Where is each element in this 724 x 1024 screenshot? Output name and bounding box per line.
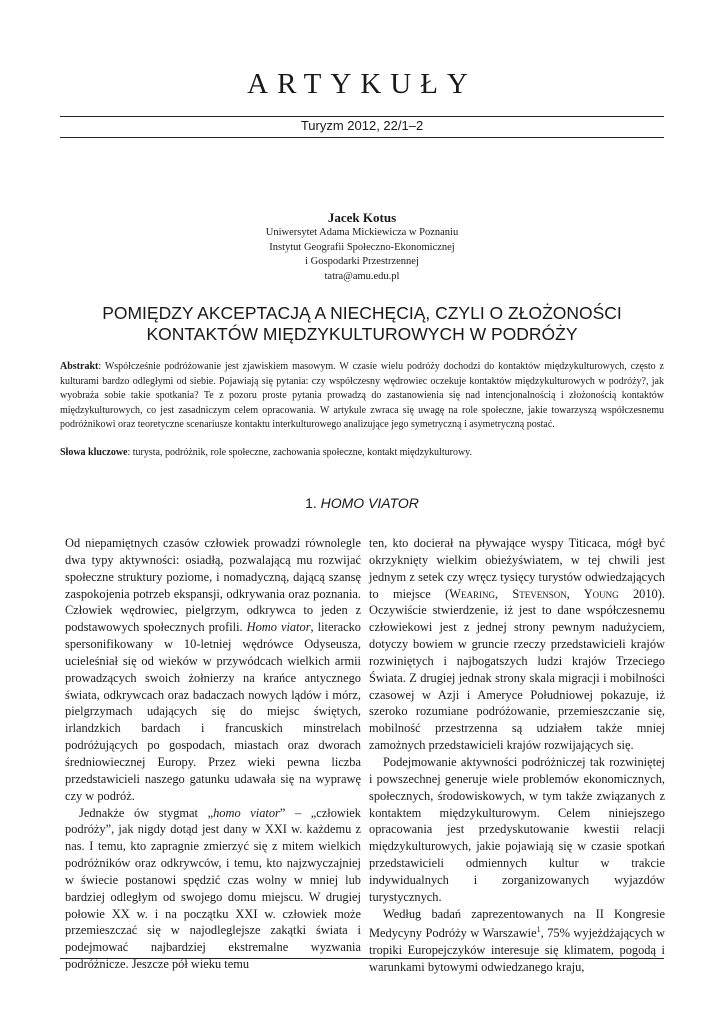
paragraph: [65, 535, 361, 805]
text-run: , 75% wyjeżdżających w tropiki Europejczyków interesuje się klimatem, pogodą i warunkami bytowymi odwiedzanego kraju,: [369, 926, 665, 975]
footer-rule: [60, 958, 664, 959]
text-run: 2010). Oczywiście stwierdzenie, iż jest to dane współczesnemu człowiekowi jest z jednej strony pewnym nadużyciem, dotyczy bowiem w gruncie rzeczy przedstawicieli krajów rozwiniętych i najbogatszych ludzi krajów Trzeciego Świata. Z drugiej jednak strony skala migracji i mobilności czasowej w Azji i Ameryce Południowej pokazuje, iż szeroko rozumiane podróżowanie, przemieszczanie się, mobilność przestrzenna są udziałem także mniej zamożnych przedstawicieli krajów rozwijających się.: [369, 586, 665, 753]
body-column-right: [369, 535, 665, 976]
header-bottom-rule: [60, 137, 664, 138]
affiliation-line: Uniwersytet Adama Mickiewicza w Poznaniu: [265, 227, 459, 238]
paragraph: Podejmowanie aktywności podróżniczej tak rozwiniętej i powszechnej generuje wiele problemów ekonomicznych, społecznych, środowiskowych, w tym także związanych z kontaktem międzykulturowym. Celem niniejszego opracowania jest przedyskutowanie kwestii relacji międzykulturowych, jakie pojawiają się w czasie spotkań przedstawicieli odmiennych kultur w trakcie indywidualnych i zorganizowanych wyjazdów turystycznych.: [369, 754, 665, 904]
section-heading: ARTYKUŁY: [247, 68, 477, 100]
term-italic: homo viator: [213, 805, 280, 820]
section-1-heading: [60, 495, 664, 511]
section-title: HOMO VIATOR: [320, 495, 419, 511]
text-run: Jednakże ów stygmat „: [79, 805, 214, 820]
citation: Wearing, Stevenson, Young: [449, 586, 619, 601]
article-title: [60, 303, 664, 345]
text-run: , literacko spersonifikowany w 10-letniej wędrówce Odyseusza, ucieleśniał się od wieków w przywódcach wielkich armii prowadzących swoich żołnierzy na krańce antycznego świata, odkrywcach oraz badaczach nowych lądów i mórz, pielgrzymach udających się do miejsc świętych, irlandzkich bardach i francuskich minstrelach podróżujących po gospodach, miastach oraz dworach średniowiecznej Europy. Przez wieki pewna liczba przedstawicieli naszego gatunku udawała się na wyprawę czy w podróż.: [65, 620, 361, 803]
paragraph: [369, 535, 665, 754]
abstract-label: Abstrakt: [60, 361, 99, 372]
paragraph: [369, 906, 665, 977]
affiliation-line: i Gospodarki Przestrzennej: [305, 256, 419, 267]
text-run: Od niepamiętnych czasów człowiek prowadzi równolegle dwa typy aktywności: osiadłą, pozwalającą mu rozwijać społeczne struktury poziome, i nomadyczną, dającą szansę zaspokojenia potrzeb ekspansji, odkrywania oraz poznania. Człowiek wędrowiec, pielgrzym, odkrywca to jeden z podstawowych społecznych profili.: [65, 536, 361, 635]
affiliation-line: Instytut Geografii Społeczno-Ekonomicznej: [269, 241, 455, 253]
author-name: Jacek Kotus: [327, 210, 397, 225]
journal-citation: Turyzm 2012, 22/1–2: [300, 118, 424, 133]
text-run: Według badań zaprezentowanych na II Kongresie Medycyny Podróży w Warszawie: [369, 906, 665, 941]
title-line: KONTAKTÓW MIĘDZYKULTUROWYCH W PODRÓŻY: [146, 324, 578, 344]
body-column-left: [65, 535, 361, 973]
footnote-marker[interactable]: 1: [536, 925, 541, 935]
term-italic: Homo viator: [246, 620, 311, 635]
title-line: POMIĘDZY AKCEPTACJĄ A NIECHĘCIĄ, CZYLI O ZŁOŻONOŚCI: [102, 303, 622, 323]
keywords-text: : turysta, podróżnik, role społeczne, zachowania społeczne, kontakt międzykulturowy.: [127, 447, 473, 458]
author-email: tatra@amu.edu.pl: [324, 270, 400, 282]
header-top-rule: [60, 116, 664, 117]
keywords: [60, 446, 664, 460]
section-number: 1.: [305, 495, 317, 511]
text-run: ten, kto docierał na pływające wyspy Titicaca, mógł być okrzyknięty wielkim obieżyświatem, w tej chwili jest jednym z setek czy wręcz tysięcy turystów odwiedzających to miejsce (: [369, 536, 665, 601]
author-block: [60, 210, 664, 284]
abstract-text: : Współcześnie podróżowanie jest zjawiskiem masowym. W czasie wielu podróży dochodzi do kontaktów międzykulturowych, często z kulturami bardzo odległymi od siebie. Pojawiają się pytania: czy współczesny wędrowiec oczekuje kontaktów międzykulturowych w podróży?, jak wyobraża sobie takie spotkania? Te z pozoru proste pytania prowadzą do zastanowienia się nad intencjonalnością i złożonością kontaktów międzykulturowych, co jest zasadniczym celem opracowania. W artykule zwraca się uwagę na role społeczne, jakie towarzyszą współczesnemu podróżnikowi oraz teoretyczne scenariusze kontaktu interkulturowego analizujące jego symetryczną i asymetryczną postać.: [60, 361, 664, 431]
abstract: [60, 360, 664, 433]
paragraph: [65, 805, 361, 973]
text-run: ” – „człowiek podróży”, jak nigdy dotąd jest dany w XXI w. każdemu z nas. I temu, kto zapragnie zmierzyć się z mitem wielkich podróżników oraz odkrywców, i temu, kto najzwyczajniej w świecie postanowi spędzić czas wolny w mniej lub bardziej odległym od swojego domu miejscu. W drugiej połowie XX w. i na początku XXI w. człowiek może przemieszczać się w najodleglejsze zakątki świata i podejmować najbardziej ekstremalne wyzwania podróżnicze. Jeszcze pół wieku temu: [65, 805, 361, 972]
keywords-label: Słowa kluczowe: [60, 447, 128, 458]
